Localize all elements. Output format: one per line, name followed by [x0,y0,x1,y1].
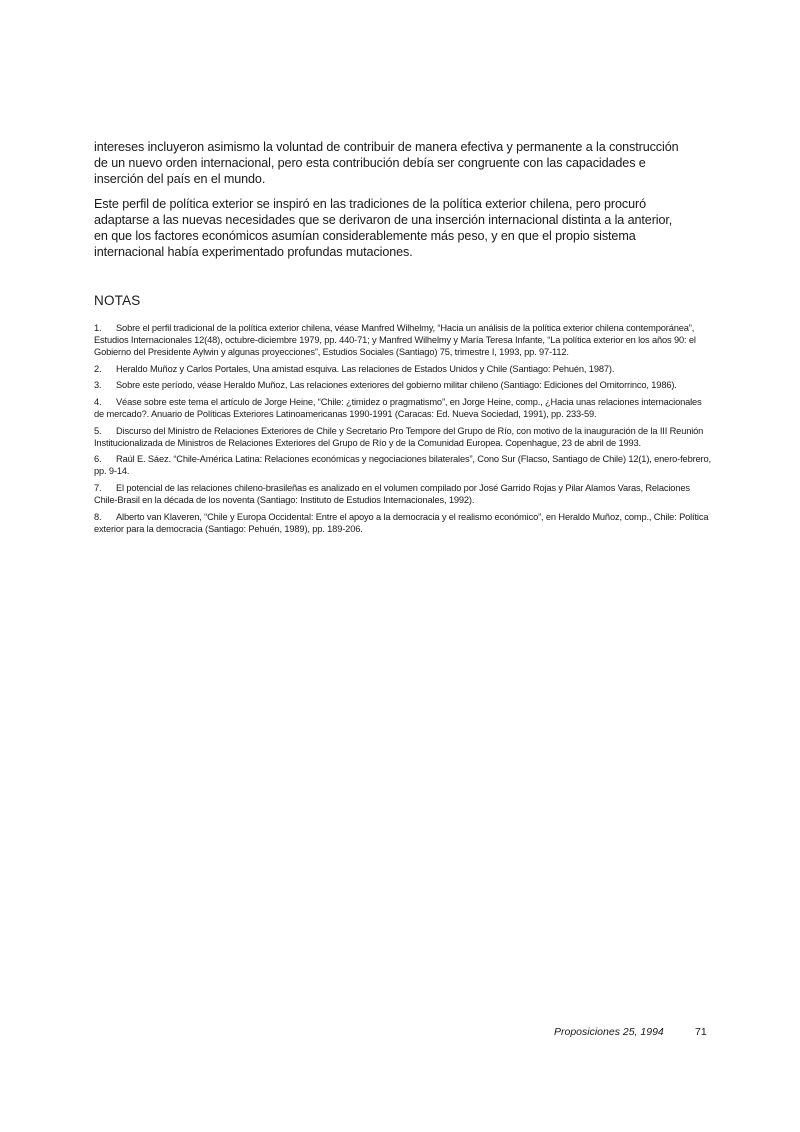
notes-list [94,322,712,539]
note-item-4 [94,396,712,420]
note-text: Sobre este período, véase Heraldo Muñoz, Las relaciones exteriores del gobierno militar chileno (Santiago: Ediciones del Ornitorrinco, 1986). [116,380,677,391]
note-number: 7. [94,483,102,494]
note-text: Heraldo Muñoz y Carlos Portales, Una amistad esquiva. Las relaciones de Estados Unidos y Chile (Santiago: Pehuén, 1987). [116,363,615,374]
note-number: 6. [94,454,102,465]
note-text: El potencial de las relaciones chileno-brasileñas es analizado en el volumen compilado por José Garrido Rojas y Pilar Alamos Varas, Relaciones Chile-Brasil en la década de los noventa (Santiago: Instituto de Estudios Internacionales, 1992). [94,483,690,506]
notes-heading: NOTAS [94,293,141,308]
note-text: Discurso del Ministro de Relaciones Exteriores de Chile y Secretario Pro Tempore del Grupo de Río, con motivo de la inauguración de la III Reunión Institucionalizada de Ministros de Relaciones Exteriores del Grupo de Río y de la Comunidad Europea. Copenhague, 23 de abril de 1993. [94,425,704,448]
body-paragraph-2: Este perfil de política exterior se inspiró en las tradiciones de la política exterior chilena, pero procuró adaptarse a las nuevas necesidades que se derivaron de una inserción internacional distinta a la anterior, en que los factores económicos asumían considerablemente más peso, y en que el propio sistema internacional había experimentado profundas mutaciones. [94,196,673,260]
note-text: Raúl E. Sáez. “Chile-América Latina: Relaciones económicas y negociaciones bilaterales”, Cono Sur (Flacso, Santiago de Chile) 12(1), enero-febrero, pp. 9-14. [94,454,711,477]
note-number: 4. [94,396,102,407]
note-item-1 [94,322,712,358]
note-item-5 [94,425,712,449]
note-number: 2. [94,363,102,374]
note-number: 5. [94,425,102,436]
note-number: 3. [94,380,102,391]
note-item-7 [94,482,712,506]
page-number: 71 [695,1026,707,1038]
body-paragraph-1: intereses incluyeron asimismo la voluntad de contribuir de manera efectiva y permanente a la construcción de un nuevo orden internacional, pero esta contribución debía ser congruente con las capacidades e inserción del país en el mundo. [94,140,679,187]
note-number: 1. [94,323,102,333]
body-text [94,139,684,268]
note-item-8 [94,511,712,535]
note-text: Alberto van Klaveren, “Chile y Europa Occidental: Entre el apoyo a la democracia y el realismo económico”, en Heraldo Muñoz, comp., Chile: Política exterior para la democracia (Santiago: Pehuén, 1989), pp. 189-206. [94,511,709,534]
note-text: Sobre el perfil tradicional de la política exterior chilena, véase Manfred Wilhelmy, “Hacia un análisis de la política exterior chilena contemporánea”, Estudios Internacionales 12(48), octubre-diciembre 1979, pp. 440-71; y Manfred Wilhelmy y María Teresa Infante, “La política exterior en los años 90: el Gobierno del Presidente Aylwin y algunas proyecciones”, Estudios Sociales (Santiago) 75, trimestre I, 1993, pp. 97-112. [94,323,696,358]
note-item-6 [94,453,712,477]
note-number: 8. [94,511,102,522]
note-item-3 [94,379,712,391]
note-text: Véase sobre este tema el artículo de Jorge Heine, “Chile: ¿timidez o pragmatismo”, en Jorge Heine, comp., ¿Hacia unas relaciones internacionales de mercado?. Anuario de Políticas Exteriores Latinoamericanas 1990-1991 (Caracas: Ed. Nueva Sociedad, 1991), pp. 233-59. [94,396,702,420]
note-item-2 [94,363,712,375]
journal-citation: Proposiciones 25, 1994 [554,1026,664,1038]
